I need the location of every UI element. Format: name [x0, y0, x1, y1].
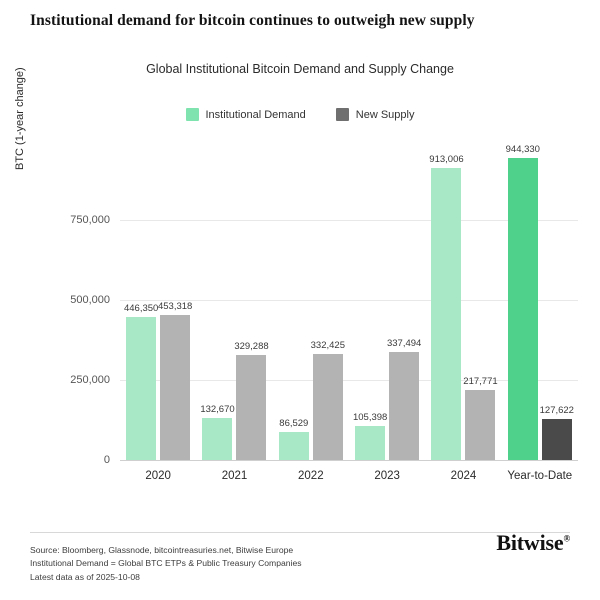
- x-axis-tick-label: 2021: [221, 470, 248, 482]
- bar-value-label: 217,771: [463, 376, 498, 388]
- y-axis-tick-label: 500,000: [70, 294, 110, 306]
- bar-new-supply[interactable]: [386, 338, 422, 460]
- bar-group: [196, 140, 272, 460]
- bar-group: [273, 140, 349, 460]
- bar-group: [502, 140, 578, 460]
- bar-value-label: 86,529: [279, 418, 309, 430]
- bar-group: [425, 140, 501, 460]
- brand-logo: [496, 530, 570, 556]
- bar-value-label: 446,350: [123, 303, 159, 315]
- brand-name: Bitwise: [496, 530, 564, 555]
- bar-value-label: 127,622: [539, 405, 574, 417]
- bar-institutional-demand[interactable]: [352, 412, 388, 460]
- bar-new-supply[interactable]: [157, 300, 193, 460]
- x-axis-tick-labels: [120, 470, 578, 482]
- x-axis-tick-label: Year-to-Date: [507, 470, 573, 482]
- x-axis-tick-label: 2022: [298, 470, 324, 482]
- y-axis-tick-label: 250,000: [70, 374, 110, 386]
- x-axis-tick-label: 2023: [374, 470, 400, 482]
- footnote-definition: Institutional Demand = Global BTC ETPs & Public Treasury Companies: [30, 558, 302, 569]
- bar-new-supply[interactable]: [310, 339, 345, 460]
- chart-subtitle: Global Institutional Bitcoin Demand and Supply Change: [146, 62, 454, 76]
- bar-institutional-demand[interactable]: [429, 153, 464, 460]
- legend-swatch-new-supply: [336, 108, 349, 121]
- bar-value-label: 913,006: [429, 153, 464, 165]
- bar-group: [120, 140, 196, 460]
- legend-swatch-institutional-demand: [186, 108, 199, 121]
- bar-value-label: 337,494: [386, 338, 422, 350]
- footnote-source: Source: Bloomberg, Glassnode, bitcointreasuries.net, Bitwise Europe: [30, 545, 294, 555]
- bar-institutional-demand[interactable]: [200, 403, 235, 460]
- footnote-date: Latest data as of 2025-10-08: [30, 571, 140, 582]
- bar-value-label: 105,398: [352, 412, 388, 424]
- gridline: [120, 460, 578, 461]
- bar-new-supply[interactable]: [234, 340, 269, 460]
- bar-new-supply[interactable]: [539, 405, 574, 460]
- bar-value-label: 132,670: [200, 403, 235, 415]
- bar-group: [349, 140, 425, 460]
- legend-item-new-supply[interactable]: [336, 108, 415, 121]
- x-axis-tick-label: 2024: [450, 470, 477, 482]
- plot-area: [0, 140, 600, 500]
- bar-institutional-demand[interactable]: [505, 143, 540, 460]
- legend-label-institutional-demand: Institutional Demand: [205, 108, 306, 121]
- grid-area: [120, 140, 578, 460]
- y-axis-tick-labels: [44, 140, 116, 466]
- footnotes: [30, 544, 302, 584]
- legend-label-new-supply: New Supply: [355, 108, 415, 121]
- bar-institutional-demand[interactable]: [123, 303, 159, 460]
- bar-value-label: 332,425: [310, 339, 345, 351]
- y-axis-tick-label: 0: [103, 454, 110, 466]
- footer-divider: [30, 532, 570, 533]
- y-axis-title: BTC (1-year change): [14, 67, 26, 170]
- chart-legend: [0, 108, 600, 121]
- bar-value-label: 453,318: [157, 300, 193, 312]
- x-axis-tick-label: 2020: [145, 470, 171, 482]
- page-title: Institutional demand for bitcoin continues to outweigh new supply: [30, 12, 475, 29]
- bar-value-label: 329,288: [234, 340, 269, 352]
- brand-mark: ®: [563, 533, 570, 544]
- legend-item-institutional-demand[interactable]: [186, 108, 306, 121]
- bar-new-supply[interactable]: [463, 376, 498, 460]
- bar-value-label: 944,330: [505, 143, 540, 155]
- bar-institutional-demand[interactable]: [279, 418, 309, 460]
- y-axis-tick-label: 750,000: [70, 214, 110, 226]
- bar-groups: [120, 140, 578, 460]
